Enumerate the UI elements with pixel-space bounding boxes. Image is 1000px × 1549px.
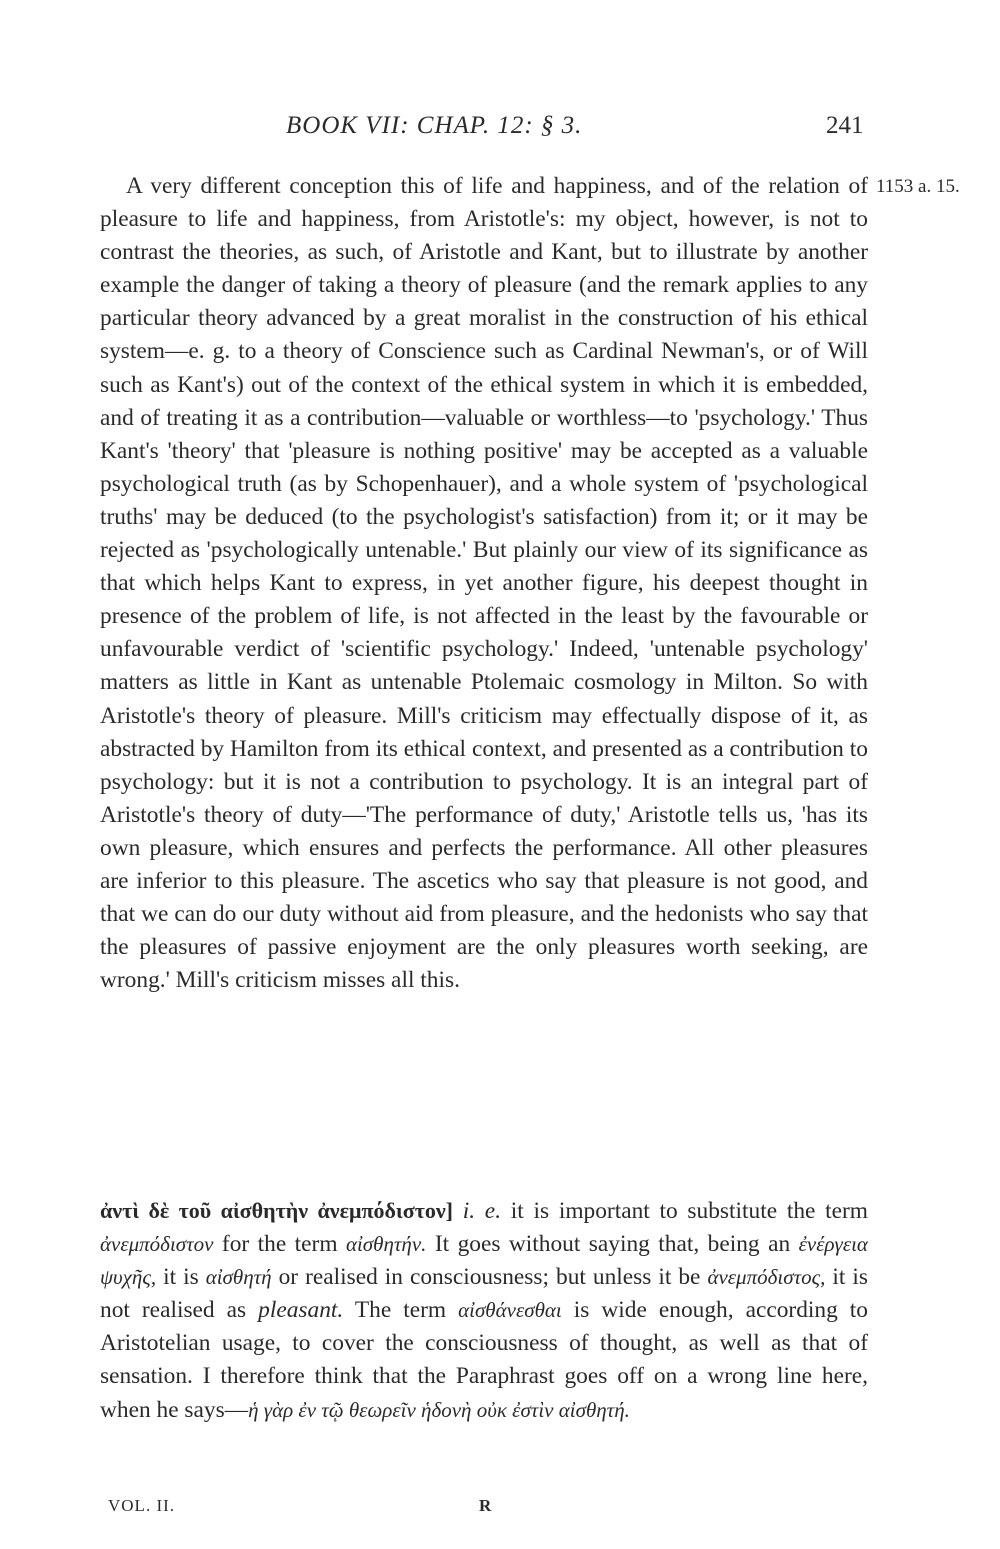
page-footer (0, 1496, 1000, 1526)
text-run: it is (163, 1264, 199, 1291)
paragraph-text: A very different conception this of life and happiness, and of the relation of pleasure to life and happiness, from Aristotle's: my object, however, is not to contrast the theories, as such, of Aristotle and Kant, but to illustrate by another example the danger of taking a theory of pleasure (and the remark applies to any particular theory advanced by a great moralist in the construction of his ethical system—e. g. to a theory of Conscience such as Cardinal Newman's, or of Will such as Kant's) out of the context of the ethical system in which it is embedded, and of treating it as a contribution—valuable or worthless—to 'psychology.' Thus Kant's 'theory' that 'pleasure is nothing positive' may be accepted as a valuable psychological truth (as by Schopenhauer), and a whole system of 'psychological truths' may be deduced (to the psychologist's satisfaction) from it; or it may be rejected as 'psychologically untenable.' But plainly our view of its significance as that which helps Kant to express, in yet another figure, his deepest thought in presence of the problem of life, is not affected in the least by the favourable or unfavourable verdict of 'scientific psychology.' Indeed, 'untenable psychology' matters as little in Kant as untenable Ptolemaic cosmology in Milton. So with Aristotle's theory of pleasure. Mill's criticism may effectually dispose of it, as abstracted by Hamilton from its ethical context, and presented as a contribution to psychology: but it is not a contribution to psychology. It is an integral part of Aristotle's theory of duty—'The performance of duty,' Aristotle tells us, 'has its own pleasure, which ensures and perfects the performance. All other pleasures are inferior to this pleasure. The ascetics who say that pleasure is not good, and that we can do our duty without aid from pleasure, and the hedonists who say that the pleasures of passive enjoyment are the only pleasures worth seeking, are wrong.' Mill's criticism misses all this. (100, 173, 868, 994)
running-head (0, 112, 1000, 148)
greek-term: αἰσθητή (205, 1265, 272, 1290)
greek-term: αἰσθητήν. (345, 1232, 427, 1257)
commentary-text (100, 1194, 868, 1427)
commentary-paragraph (100, 1194, 868, 1427)
italic-word: pleasant. (258, 1297, 344, 1324)
margin-reference: 1153 a. 15. (876, 176, 960, 197)
greek-quotation: ἡ γὰρ ἐν τῷ θεωρεῖν ἡδονὴ οὐκ ἐστὶν αἰσθητή. (248, 1397, 630, 1422)
text-run: it is important to substitute the term (510, 1198, 868, 1224)
signature-mark: R (479, 1496, 492, 1515)
ie-abbreviation: i. e. (462, 1198, 502, 1224)
text-run: for the term (221, 1231, 338, 1258)
greek-term: ἀνεμπόδιστος, (707, 1265, 826, 1290)
text-run: or realised in consciousness; but unless it be (278, 1264, 701, 1291)
page-number: 241 (826, 112, 864, 139)
greek-term: ἀνεμπόδιστον (100, 1232, 214, 1257)
greek-term: ἐνέργεια ψυχῆς, (100, 1232, 868, 1290)
text-run: it is not realised as (100, 1264, 868, 1324)
text-run: The term (354, 1297, 447, 1324)
main-paragraph (100, 170, 868, 997)
greek-term: αἰσθάνεσθαι (458, 1298, 562, 1323)
text-run: is wide enough, according to Aristotelian usage, to cover the consciousness of thought, as well as that of sensation. I therefore think that the Paraphrast goes off on a wrong line here, when he says— (100, 1297, 868, 1423)
running-title: BOOK VII: CHAP. 12: § 3. (286, 112, 583, 139)
volume-mark: VOL. II. (108, 1496, 176, 1515)
text-run: It goes without saying that, being an (434, 1231, 791, 1258)
greek-lemma: ἀντὶ δὲ τοῦ αἰσθητὴν ἀνεμπόδιστον] (100, 1198, 453, 1223)
